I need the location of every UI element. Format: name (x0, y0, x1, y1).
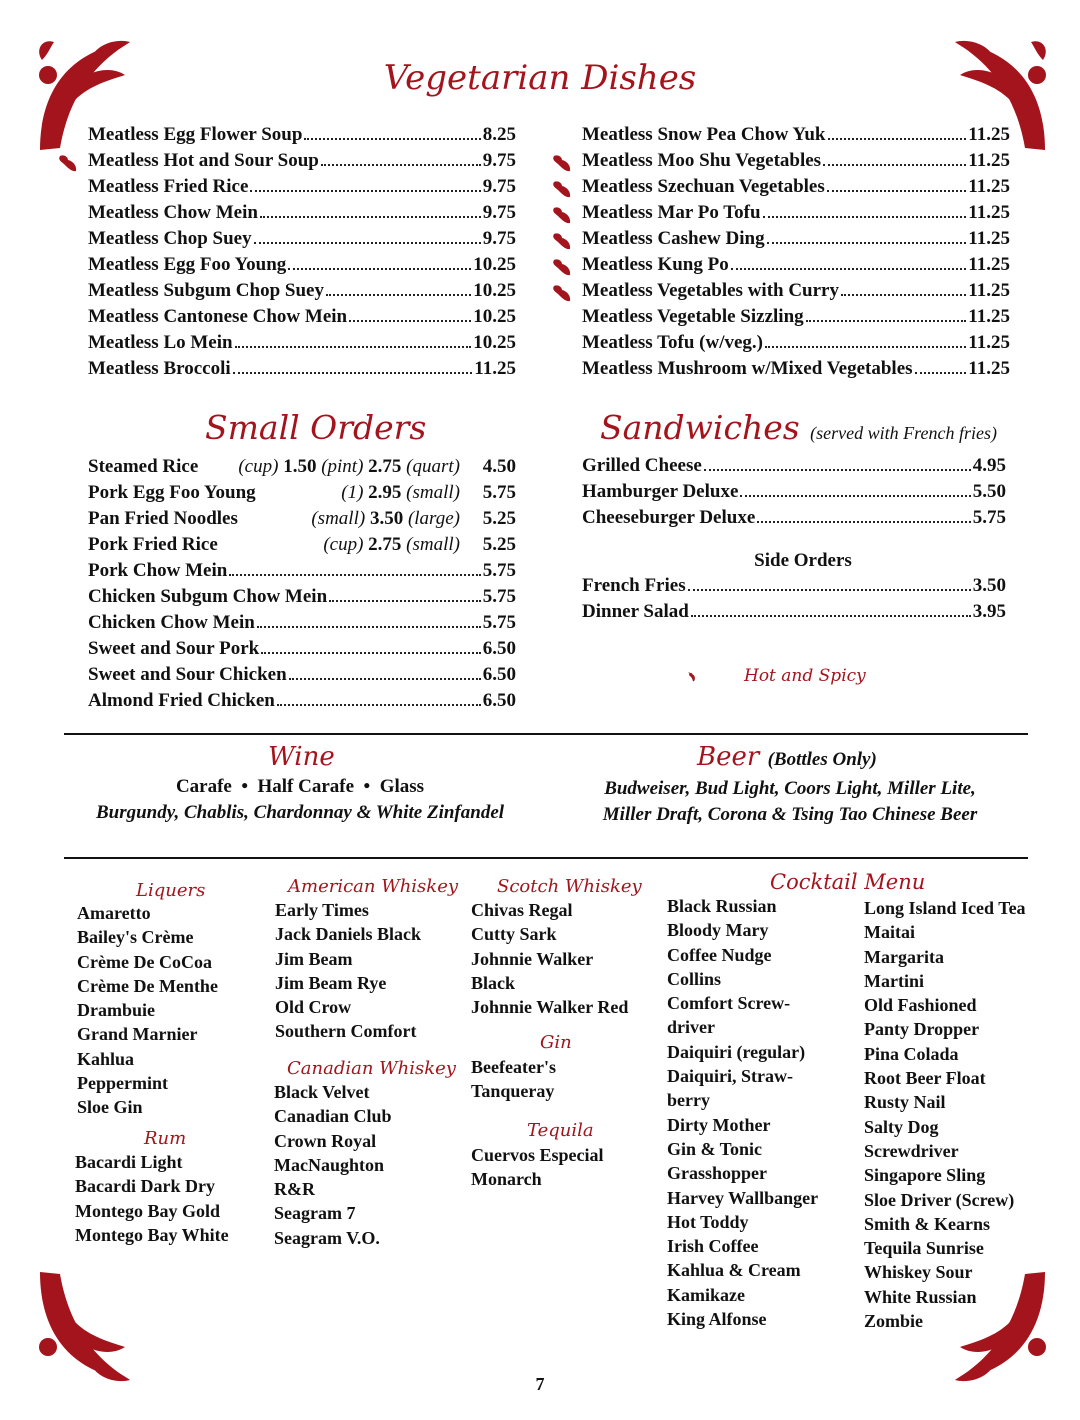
item-price: 10.25 (473, 280, 516, 301)
item-name: Meatless Hot and Sour Soup (88, 150, 319, 171)
menu-item (582, 202, 1010, 228)
small-orders-list (88, 560, 516, 716)
menu-item (582, 332, 1010, 358)
drink-item: Black Velvet (274, 1082, 370, 1102)
drink-item: Canadian Club (274, 1106, 392, 1127)
drink-item: Kahlua (77, 1048, 135, 1069)
dot-leader (827, 190, 967, 192)
hot-pepper-icon (550, 231, 572, 251)
gin-title: Gin (540, 1032, 572, 1053)
drink-item: Johnnie Walker (471, 948, 594, 969)
wine-sizes: Carafe • Half Carafe • Glass (175, 776, 425, 797)
rum-title: Rum (144, 1128, 187, 1149)
dot-leader (321, 164, 481, 166)
item-name: Pork Fried Rice (88, 534, 218, 555)
drink-item: Johnnie Walker Red (471, 997, 629, 1018)
item-price: 9.75 (482, 228, 516, 249)
item-name: Pan Fried Noodles (88, 508, 238, 529)
gin-list (471, 1057, 556, 1106)
item-price: 5.25 (482, 534, 516, 555)
menu-item (88, 612, 516, 638)
drink-item: Collins (667, 968, 722, 989)
sandwiches-list (582, 455, 1006, 533)
drink-item: Tanqueray (471, 1081, 555, 1102)
side-orders-list (582, 575, 1006, 627)
drink-item: Bailey's Crème (77, 927, 194, 948)
dot-leader (329, 600, 481, 602)
tequila-title: Tequila (527, 1120, 594, 1141)
drink-item: R&R (274, 1179, 315, 1200)
drink-item: Tequila Sunrise (864, 1238, 984, 1259)
drink-item: Hot Toddy (667, 1211, 749, 1232)
menu-item (582, 124, 1010, 150)
dot-leader (767, 242, 967, 244)
drink-item: Early Times (275, 900, 369, 920)
american-whiskey-list (275, 900, 421, 1046)
cocktail-menu-title: Cocktail Menu (770, 870, 926, 894)
beer-line-1: Budweiser, Bud Light, Coors Light, Miller Lite, (604, 778, 976, 799)
drink-item: Amaretto (77, 903, 151, 923)
menu-item (582, 150, 1010, 176)
item-name: Pork Chow Mein (88, 560, 228, 581)
item-price: 9.75 (482, 176, 516, 197)
drink-item: Jim Beam (275, 948, 353, 969)
hot-pepper-icon (550, 257, 572, 277)
menu-item (582, 575, 1006, 601)
item-price: 9.75 (482, 150, 516, 171)
drink-item: Rusty Nail (864, 1092, 946, 1113)
item-price: 11.25 (968, 150, 1010, 171)
liquers-list (77, 903, 218, 1122)
drink-item: Comfort Screw- (667, 993, 791, 1014)
dot-leader (233, 372, 473, 374)
item-price: 11.25 (968, 124, 1010, 145)
item-price: 10.25 (473, 306, 516, 327)
item-name: Chicken Chow Mein (88, 612, 255, 633)
side-orders-title: Side Orders (754, 550, 852, 571)
scotch-whiskey-title: Scotch Whiskey (497, 876, 642, 897)
dot-leader (260, 216, 481, 218)
item-price: 9.75 (482, 202, 516, 223)
item-name: Meatless Broccoli (88, 358, 231, 379)
item-name: Sweet and Sour Pork (88, 638, 260, 659)
drink-item: Maitai (864, 922, 915, 943)
menu-item (88, 124, 516, 150)
item-price: 4.95 (972, 455, 1006, 476)
divider-top (64, 733, 1028, 735)
cocktail-list-col2 (864, 898, 1026, 1335)
dot-leader (326, 294, 471, 296)
drink-item: Gin & Tonic (667, 1138, 763, 1159)
drink-item: Daiquiri (regular) (667, 1041, 806, 1062)
drink-item: MacNaughton (274, 1154, 385, 1175)
item-name: Meatless Fried Rice (88, 176, 249, 197)
drink-item: Daiquiri, Straw- (667, 1066, 793, 1087)
drink-item: Crème De Menthe (77, 975, 218, 996)
tequila-list (471, 1145, 604, 1194)
dot-leader (828, 138, 967, 140)
menu-item (582, 254, 1010, 280)
drink-item: Jim Beam Rye (275, 972, 387, 993)
item-price: 8.25 (482, 124, 516, 145)
drink-item: Peppermint (77, 1073, 168, 1094)
item-name: Meatless Cantonese Chow Mein (88, 306, 348, 327)
menu-item (582, 280, 1010, 306)
item-price: 3.50 (972, 575, 1006, 596)
menu-item (88, 534, 516, 560)
drink-item: Southern Comfort (275, 1021, 417, 1042)
hot-pepper-icon (550, 179, 572, 199)
menu-item (88, 228, 516, 254)
item-name: Meatless Vegetables with Curry (582, 280, 839, 301)
menu-item (88, 586, 516, 612)
item-name: Meatless Cashew Ding (582, 228, 765, 249)
dot-leader (740, 495, 970, 497)
item-price: 11.25 (968, 202, 1010, 223)
small-orders-title: Small Orders (205, 408, 427, 447)
menu-item (582, 228, 1010, 254)
item-name: Hamburger Deluxe (582, 481, 739, 502)
drink-item: Panty Dropper (864, 1019, 980, 1040)
menu-item (88, 358, 516, 384)
dot-leader (731, 268, 967, 270)
item-name: Meatless Moo Shu Vegetables (582, 150, 822, 171)
item-name: Sweet and Sour Chicken (88, 664, 287, 685)
drink-item: berry (667, 1090, 710, 1111)
item-price: 11.25 (968, 176, 1010, 197)
dot-leader (250, 190, 480, 192)
menu-item (88, 254, 516, 280)
item-size-prices: (cup) 2.75 (small) (323, 534, 460, 555)
item-name: Meatless Mushroom w/Mixed Vegetables (582, 358, 913, 379)
item-name: Steamed Rice (88, 456, 199, 477)
item-name: Dinner Salad (582, 601, 689, 622)
item-price: 10.25 (473, 332, 516, 353)
menu-item (88, 560, 516, 586)
dot-leader (254, 242, 481, 244)
drink-item: Singapore Sling (864, 1165, 986, 1186)
menu-item (88, 456, 516, 482)
drink-item: Old Crow (275, 997, 352, 1018)
menu-item (582, 306, 1010, 332)
hot-and-spicy-label: Hot and Spicy (744, 666, 866, 686)
dot-leader (691, 615, 971, 617)
drink-item: Salty Dog (864, 1116, 939, 1137)
item-price: 5.75 (482, 560, 516, 581)
hot-pepper-icon (550, 283, 572, 303)
dot-leader (841, 294, 966, 296)
divider-bottom (64, 857, 1028, 859)
item-name: Cheeseburger Deluxe (582, 507, 756, 528)
item-name: Meatless Egg Flower Soup (88, 124, 303, 145)
item-price: 5.50 (972, 481, 1006, 502)
menu-item (582, 601, 1006, 627)
dot-leader (757, 521, 970, 523)
american-whiskey-title: American Whiskey (288, 876, 459, 897)
item-price: 11.25 (968, 254, 1010, 275)
item-name: Meatless Kung Po (582, 254, 729, 275)
item-name: Meatless Chop Suey (88, 228, 252, 249)
item-price: 5.75 (482, 612, 516, 633)
vegetarian-list-left (88, 124, 516, 384)
sandwiches-title (600, 408, 997, 447)
corner-ornament-bottom-left (30, 1262, 160, 1392)
dot-leader (688, 589, 971, 591)
menu-item (582, 358, 1010, 384)
item-price: 5.75 (972, 507, 1006, 528)
page-number: 7 (535, 1374, 545, 1394)
small-orders-options (88, 456, 516, 560)
dot-leader (704, 469, 971, 471)
menu-item (582, 176, 1010, 202)
menu-item (88, 482, 516, 508)
drink-item: Smith & Kearns (864, 1213, 990, 1234)
item-name: Meatless Tofu (w/veg.) (582, 332, 764, 353)
drink-item: Whiskey Sour (864, 1262, 973, 1283)
cocktail-list-col1 (667, 896, 818, 1333)
canadian-whiskey-list (274, 1082, 392, 1252)
item-price: 11.25 (968, 280, 1010, 301)
dot-leader (229, 574, 480, 576)
item-price: 4.50 (482, 456, 516, 477)
drink-item: Drambuie (77, 1000, 155, 1021)
drink-item: Dirty Mother (667, 1114, 771, 1135)
drink-item: Harvey Wallbanger (667, 1187, 819, 1208)
drink-item: Jack Daniels Black (275, 924, 422, 945)
menu-item (88, 280, 516, 306)
drink-item: Long Island Iced Tea (864, 898, 1026, 918)
dot-leader (763, 216, 967, 218)
menu-item (88, 332, 516, 358)
dot-leader (235, 346, 472, 348)
item-name: Almond Fried Chicken (88, 690, 275, 711)
dot-leader (289, 678, 481, 680)
item-price: 5.25 (482, 508, 516, 529)
drink-item: Grasshopper (667, 1163, 768, 1184)
menu-item (88, 638, 516, 664)
drink-item: Seagram 7 (274, 1203, 356, 1224)
drink-item: Cuervos Especial (471, 1145, 604, 1165)
item-size-prices: (1) 2.95 (small) (341, 482, 460, 503)
sandwiches-title-text: Sandwiches (600, 408, 800, 447)
item-price: 11.25 (968, 332, 1010, 353)
hot-pepper-legend-icon (688, 652, 748, 702)
sandwiches-note: (served with French fries) (810, 423, 997, 443)
drink-item: Coffee Nudge (667, 944, 772, 965)
drink-item: Martini (864, 970, 924, 991)
menu-item (88, 690, 516, 716)
item-name: Meatless Subgum Chop Suey (88, 280, 324, 301)
dot-leader (304, 138, 480, 140)
drink-item: Margarita (864, 946, 944, 967)
drink-item: King Alfonse (667, 1309, 767, 1330)
item-price: 6.50 (482, 664, 516, 685)
canadian-whiskey-title: Canadian Whiskey (287, 1058, 456, 1079)
dot-leader (806, 320, 967, 322)
drink-item: Montego Bay Gold (75, 1200, 221, 1221)
item-name: Meatless Snow Pea Chow Yuk (582, 124, 826, 145)
drink-item: Crown Royal (274, 1130, 377, 1151)
beer-title (697, 742, 877, 772)
menu-item (88, 202, 516, 228)
item-price: 11.25 (474, 358, 516, 379)
item-price: 6.50 (482, 638, 516, 659)
menu-item (88, 508, 516, 534)
drink-item: Cutty Sark (471, 924, 557, 945)
drink-item: Grand Marnier (77, 1024, 198, 1045)
drink-item: Monarch (471, 1169, 542, 1190)
menu-item (88, 306, 516, 332)
item-price: 11.25 (968, 228, 1010, 249)
item-price: 5.75 (482, 586, 516, 607)
drink-item: Irish Coffee (667, 1236, 759, 1257)
drink-item: Chivas Regal (471, 900, 573, 920)
menu-item (88, 150, 516, 176)
drink-item: Sloe Gin (77, 1097, 143, 1118)
vegetarian-list-right (582, 124, 1010, 384)
beer-note: (Bottles Only) (767, 749, 877, 770)
dot-leader (277, 704, 481, 706)
drink-item: Bacardi Light (75, 1152, 183, 1172)
drink-item: Kamikaze (667, 1284, 745, 1305)
item-price: 11.25 (968, 306, 1010, 327)
dot-leader (765, 346, 966, 348)
drink-item: Black Russian (667, 896, 777, 916)
wine-varieties: Burgundy, Chablis, Chardonnay & White Zinfandel (95, 802, 505, 823)
item-price: 3.95 (972, 601, 1006, 622)
dot-leader (823, 164, 966, 166)
item-price: 5.75 (482, 482, 516, 503)
menu-item (582, 481, 1006, 507)
hot-pepper-icon (550, 153, 572, 173)
beer-line-2: Miller Draft, Corona & Tsing Tao Chinese Beer (602, 804, 978, 825)
rum-list (75, 1152, 229, 1249)
menu-item (582, 455, 1006, 481)
dot-leader (261, 652, 481, 654)
drink-item: Pina Colada (864, 1043, 959, 1064)
hot-pepper-icon (550, 205, 572, 225)
dot-leader (915, 372, 967, 374)
item-size-prices: (small) 3.50 (large) (311, 508, 460, 529)
drink-item: Zombie (864, 1311, 924, 1332)
drink-item: Bacardi Dark Dry (75, 1176, 215, 1197)
item-name: Meatless Vegetable Sizzling (582, 306, 804, 327)
drink-item: Screwdriver (864, 1140, 959, 1161)
item-name: Meatless Chow Mein (88, 202, 258, 223)
item-name: Meatless Lo Mein (88, 332, 233, 353)
item-price: 6.50 (482, 690, 516, 711)
liquers-title: Liquers (136, 880, 206, 901)
beer-title-text: Beer (697, 742, 760, 772)
dot-leader (288, 268, 471, 270)
dot-leader (257, 626, 481, 628)
drink-item: driver (667, 1017, 715, 1038)
hot-pepper-icon (56, 153, 78, 173)
wine-title: Wine (268, 742, 335, 772)
drink-item: Bloody Mary (667, 920, 769, 941)
item-name: Meatless Egg Foo Young (88, 254, 287, 275)
vegetarian-title: Vegetarian Dishes (383, 58, 697, 98)
menu-item (582, 507, 1006, 533)
menu-item (88, 176, 516, 202)
item-name: Chicken Subgum Chow Mein (88, 586, 328, 607)
drink-item: Kahlua & Cream (667, 1260, 801, 1281)
scotch-whiskey-list (471, 900, 628, 1021)
drink-item: Montego Bay White (75, 1224, 229, 1245)
drink-item: White Russian (864, 1286, 977, 1307)
item-price: 11.25 (968, 358, 1010, 379)
drink-item: Old Fashioned (864, 995, 977, 1016)
item-name: Meatless Mar Po Tofu (582, 202, 761, 223)
drink-item: Crème De CoCoa (77, 951, 212, 972)
item-name: Grilled Cheese (582, 455, 702, 476)
dot-leader (349, 320, 471, 322)
item-name: French Fries (582, 575, 686, 596)
item-name: Meatless Szechuan Vegetables (582, 176, 825, 197)
menu-item (88, 664, 516, 690)
item-name: Pork Egg Foo Young (88, 482, 256, 503)
drink-item: Seagram V.O. (274, 1227, 380, 1248)
drink-item: Beefeater's (471, 1057, 556, 1077)
item-size-prices: (cup) 1.50 (pint) 2.75 (quart) (238, 456, 460, 477)
drink-item: Sloe Driver (Screw) (864, 1189, 1015, 1210)
drink-item: Black (471, 972, 516, 993)
item-price: 10.25 (473, 254, 516, 275)
drink-item: Root Beer Float (864, 1068, 986, 1089)
